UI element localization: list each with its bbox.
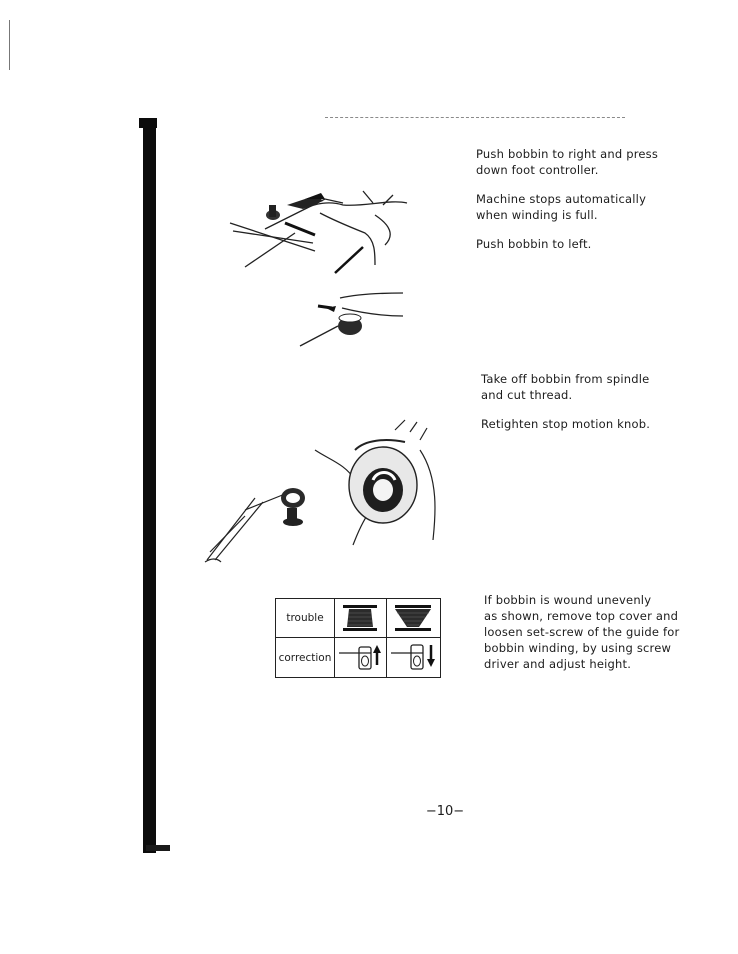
- instruction-retighten-knob: Retighten stop motion knob.: [481, 417, 651, 431]
- table-label-correction: correction: [278, 651, 332, 664]
- instruction-stops-automatically: Machine stops automatically when winding is full.: [476, 192, 647, 222]
- raise-guide-icon: [335, 639, 385, 676]
- cut-thread-illustration: [205, 420, 445, 565]
- page-number: −10−: [425, 804, 465, 819]
- uneven-winding-top-icon: [387, 601, 439, 635]
- table-label-trouble: trouble: [286, 612, 324, 624]
- instruction-take-off-bobbin: Take off bobbin from spindle and cut thread.: [481, 372, 650, 402]
- instruction-push-left: Push bobbin to left.: [476, 237, 592, 251]
- binding-strip-foot: [146, 845, 170, 851]
- instruction-push-right: Push bobbin to right and press down foot controller.: [476, 147, 659, 177]
- binding-strip: [143, 118, 156, 853]
- trouble-correction-table: [275, 598, 441, 678]
- push-bobbin-left-illustration: [298, 290, 408, 350]
- push-bobbin-right-illustration: [225, 185, 415, 280]
- binding-strip-top: [139, 118, 157, 128]
- uneven-winding-bottom-icon: [335, 601, 385, 635]
- lower-guide-icon: [387, 639, 439, 676]
- scan-divider-line: [325, 117, 625, 118]
- instruction-uneven-winding: If bobbin is wound unevenly as shown, remove top cover and loosen set-screw of the guide for bobbin winding, by using screw driver and adjust height.: [484, 593, 680, 671]
- scan-edge-mark: [9, 20, 10, 70]
